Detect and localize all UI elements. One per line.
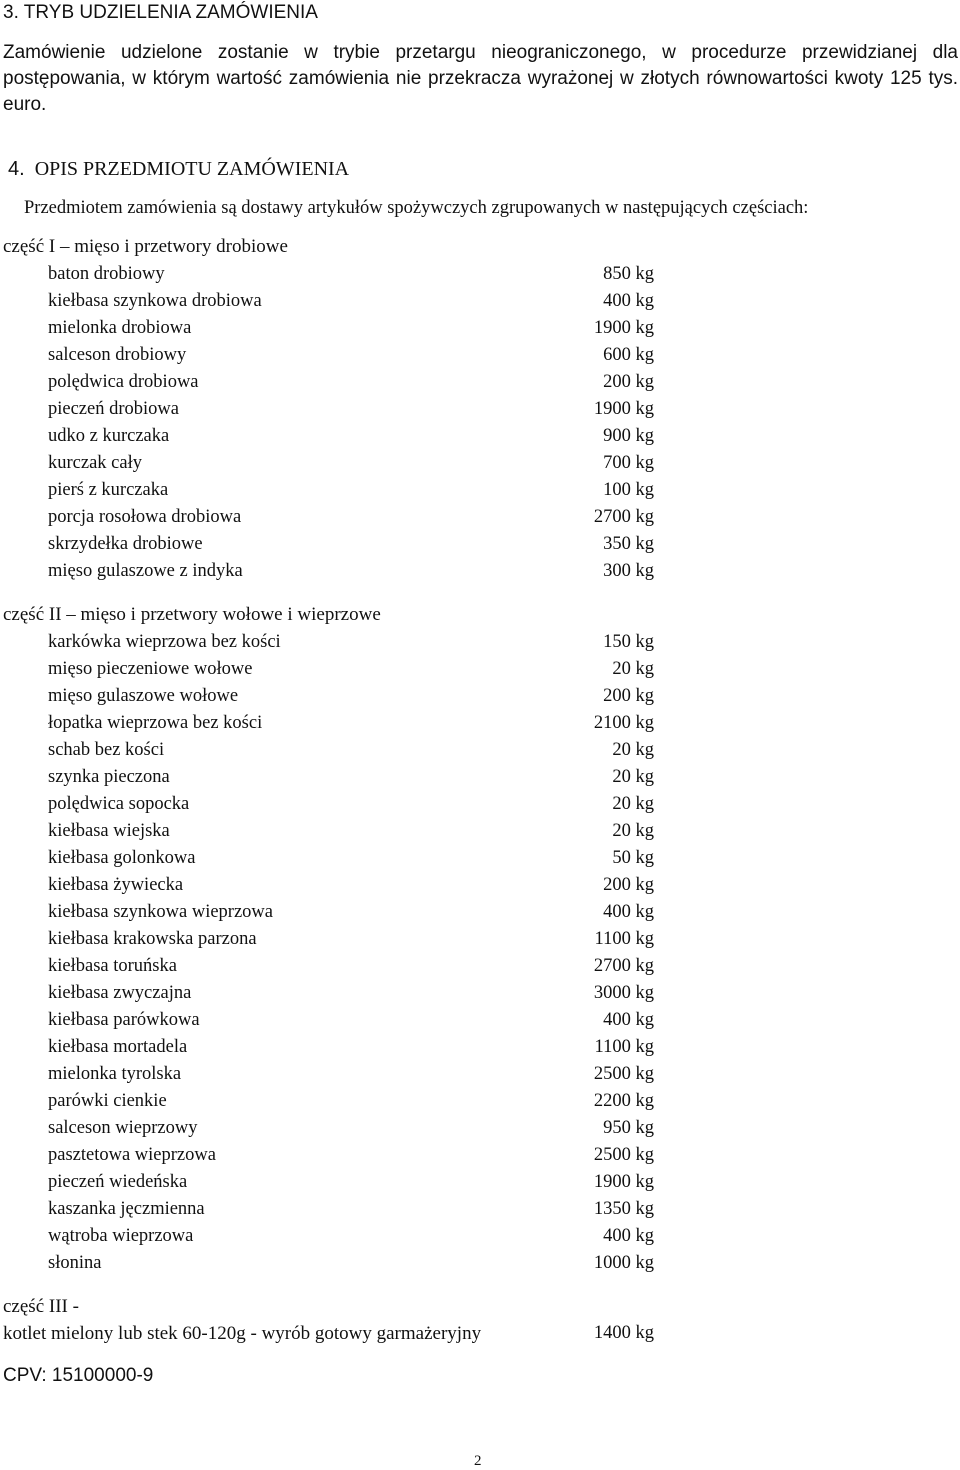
item-quantity: 20 kg xyxy=(612,794,654,814)
item-quantity: 2500 kg xyxy=(593,1145,654,1165)
item-name: kiełbasa zwyczajna xyxy=(48,983,192,1003)
section-3-heading: 3. TRYB UDZIELENIA ZAMÓWIENIA xyxy=(3,2,318,23)
part-3-item-name: kotlet mielony lub stek 60-120g - wyrób gotowy garmażeryjny xyxy=(3,1323,482,1344)
item-name: polędwica sopocka xyxy=(48,794,190,814)
item-name: porcja rosołowa drobiowa xyxy=(48,507,242,527)
item-quantity: 600 kg xyxy=(603,345,654,365)
item-quantity: 1900 kg xyxy=(593,1172,654,1192)
item-name: parówki cienkie xyxy=(48,1091,167,1111)
item-quantity: 100 kg xyxy=(603,480,654,500)
item-name: mielonka tyrolska xyxy=(48,1064,182,1084)
item-quantity: 2100 kg xyxy=(593,713,654,733)
item-quantity: 1900 kg xyxy=(593,318,654,338)
section-4-number: 4. xyxy=(8,158,25,180)
item-quantity: 950 kg xyxy=(603,1118,654,1138)
item-quantity: 20 kg xyxy=(612,659,654,679)
page-number: 2 xyxy=(474,1453,482,1469)
section-4-title: OPIS PRZEDMIOTU ZAMÓWIENIA xyxy=(34,158,350,180)
item-name: mięso gulaszowe z indyka xyxy=(48,561,243,581)
item-name: kiełbasa żywiecka xyxy=(48,875,184,895)
item-name: kaszanka jęczmienna xyxy=(48,1199,205,1219)
item-quantity: 400 kg xyxy=(603,1226,654,1246)
item-name: salceson drobiowy xyxy=(48,345,187,365)
item-quantity: 2500 kg xyxy=(593,1064,654,1084)
item-quantity: 200 kg xyxy=(603,372,654,392)
item-quantity: 300 kg xyxy=(603,561,654,581)
section-4-heading xyxy=(8,158,349,181)
item-name: słonina xyxy=(48,1253,102,1273)
item-quantity: 850 kg xyxy=(603,264,654,284)
item-quantity: 2700 kg xyxy=(593,956,654,976)
item-quantity: 150 kg xyxy=(603,632,654,652)
item-quantity: 900 kg xyxy=(603,426,654,446)
item-name: kiełbasa szynkowa wieprzowa xyxy=(48,902,273,922)
item-name: kiełbasa toruńska xyxy=(48,956,177,976)
item-quantity: 700 kg xyxy=(603,453,654,473)
item-quantity: 1000 kg xyxy=(593,1253,654,1273)
item-name: pieczeń wiedeńska xyxy=(48,1172,188,1192)
item-quantity: 1900 kg xyxy=(593,399,654,419)
part-1-title: część I – mięso i przetwory drobiowe xyxy=(3,236,288,257)
item-quantity: 400 kg xyxy=(603,291,654,311)
item-name: kurczak cały xyxy=(48,453,142,473)
item-name: kiełbasa golonkowa xyxy=(48,848,196,868)
item-name: skrzydełka drobiowe xyxy=(48,534,203,554)
item-name: kiełbasa parówkowa xyxy=(48,1010,200,1030)
item-quantity: 2700 kg xyxy=(593,507,654,527)
item-name: baton drobiowy xyxy=(48,264,165,284)
item-name: kiełbasa mortadela xyxy=(48,1037,188,1057)
item-quantity: 1100 kg xyxy=(594,1037,654,1057)
item-name: polędwica drobiowa xyxy=(48,372,199,392)
item-quantity: 200 kg xyxy=(603,686,654,706)
item-quantity: 400 kg xyxy=(603,902,654,922)
item-quantity: 20 kg xyxy=(612,821,654,841)
item-quantity: 200 kg xyxy=(603,875,654,895)
section-4-intro: Przedmiotem zamówienia są dostawy artykułów spożywczych zgrupowanych w następujących częściach: xyxy=(24,198,809,218)
item-quantity: 3000 kg xyxy=(593,983,654,1003)
cpv-code: CPV: 15100000-9 xyxy=(3,1365,154,1386)
item-quantity: 1350 kg xyxy=(593,1199,654,1219)
part-3-item-qty: 1400 kg xyxy=(593,1323,654,1343)
item-name: mielonka drobiowa xyxy=(48,318,192,338)
item-quantity: 2200 kg xyxy=(593,1091,654,1111)
item-name: schab bez kości xyxy=(48,740,165,760)
item-quantity: 50 kg xyxy=(612,848,654,868)
item-name: łopatka wieprzowa bez kości xyxy=(48,713,263,733)
item-quantity: 20 kg xyxy=(612,767,654,787)
item-quantity: 1100 kg xyxy=(594,929,654,949)
item-name: szynka pieczona xyxy=(48,767,170,787)
part-3-title: część III - xyxy=(3,1296,79,1317)
item-name: pasztetowa wieprzowa xyxy=(48,1145,216,1165)
item-name: kiełbasa wiejska xyxy=(48,821,170,841)
item-name: kiełbasa krakowska parzona xyxy=(48,929,257,949)
item-name: wątroba wieprzowa xyxy=(48,1226,194,1246)
item-name: pierś z kurczaka xyxy=(48,480,169,500)
item-name: pieczeń drobiowa xyxy=(48,399,179,419)
section-3-paragraph: Zamówienie udzielone zostanie w trybie przetargu nieograniczonego, w procedurze przewidzianej dla postępowania, w którym wartość zamówienia nie przekracza wyrażonej w złotych równowartości kwoty 125 tys. euro. xyxy=(3,42,958,115)
item-quantity: 350 kg xyxy=(603,534,654,554)
item-name: kiełbasa szynkowa drobiowa xyxy=(48,291,262,311)
item-quantity: 20 kg xyxy=(612,740,654,760)
item-name: mięso pieczeniowe wołowe xyxy=(48,659,253,679)
item-name: udko z kurczaka xyxy=(48,426,170,446)
item-quantity: 400 kg xyxy=(603,1010,654,1030)
item-name: mięso gulaszowe wołowe xyxy=(48,686,239,706)
item-name: karkówka wieprzowa bez kości xyxy=(48,632,281,652)
item-name: salceson wieprzowy xyxy=(48,1118,198,1138)
part-2-title: część II – mięso i przetwory wołowe i wieprzowe xyxy=(3,604,381,625)
